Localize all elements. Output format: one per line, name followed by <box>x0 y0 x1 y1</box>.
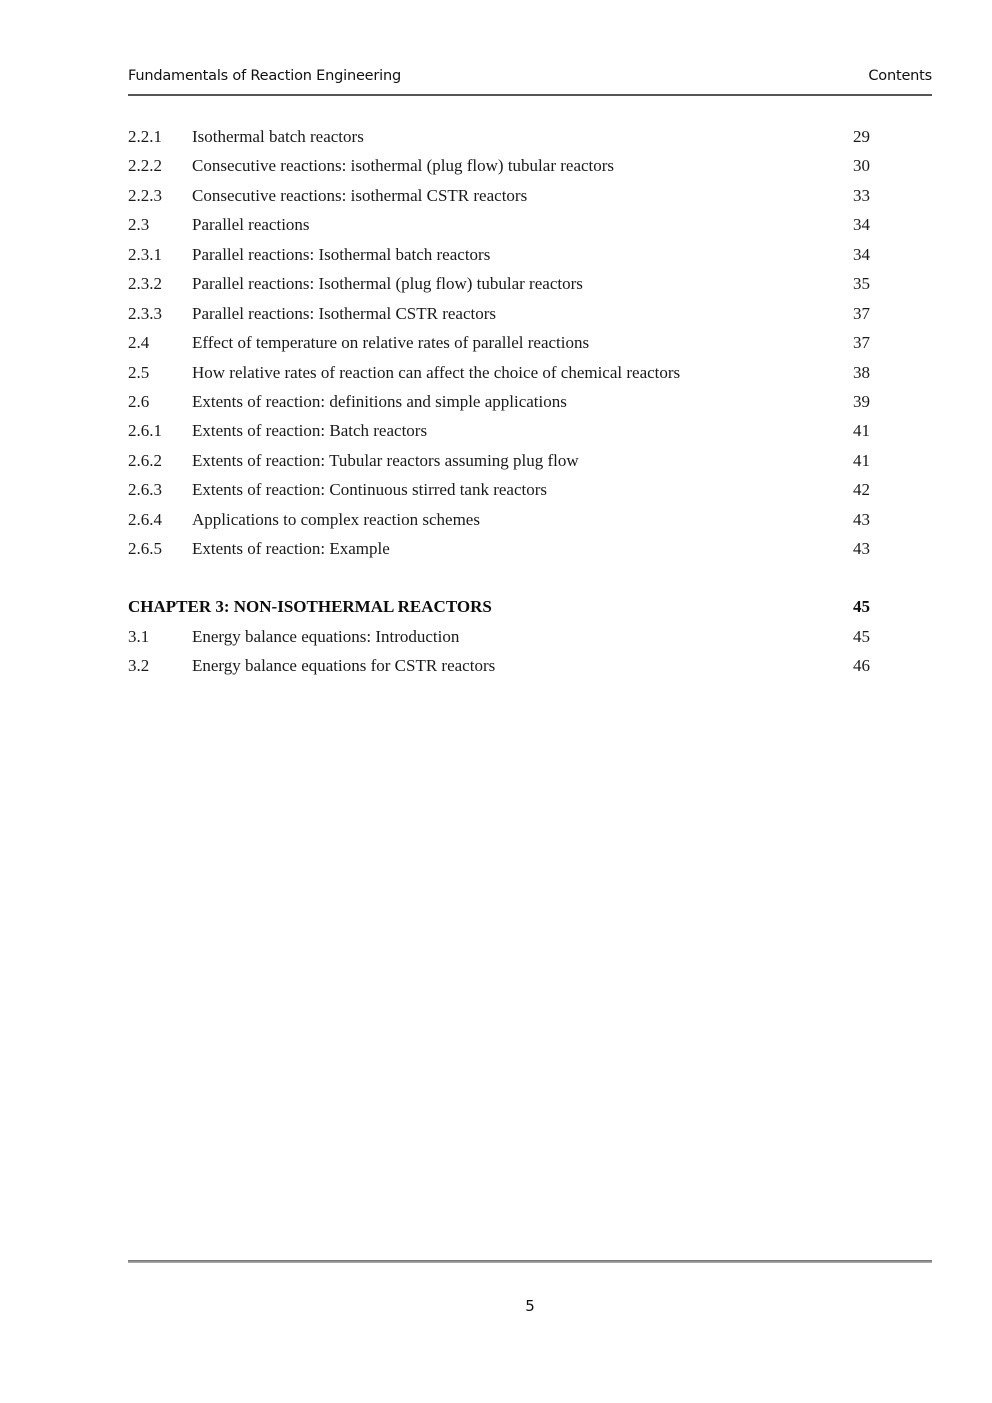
toc-row <box>128 387 870 416</box>
toc-entry-title: Isothermal batch reactors <box>192 127 364 146</box>
toc-entry-title: Parallel reactions: Isothermal batch reactors <box>192 244 491 264</box>
toc-entry-title: Extents of reaction: Batch reactors <box>192 421 428 441</box>
toc-row <box>128 240 870 269</box>
toc-entry-page: 33 <box>853 185 870 205</box>
toc-entry-number: 2.3.1 <box>128 244 162 264</box>
toc-entry-page: 37 <box>853 303 870 323</box>
toc-entry-page: 41 <box>853 450 870 470</box>
toc-entry-page: 29 <box>853 127 870 146</box>
toc-row <box>128 210 870 239</box>
section-gap <box>128 564 870 593</box>
toc-entry-number: 2.4 <box>128 333 150 353</box>
toc-entry-title: Consecutive reactions: isothermal CSTR reactors <box>192 185 528 205</box>
toc-entry-number: 2.2.3 <box>128 185 162 205</box>
header-divider <box>128 94 932 96</box>
toc-entry-page: 45 <box>853 626 870 646</box>
footer-divider <box>128 1260 932 1263</box>
toc-entry-number: 2.6 <box>128 391 150 411</box>
toc-entry-page: 37 <box>853 333 870 353</box>
toc-row <box>128 358 870 387</box>
toc-entry-page: 42 <box>853 480 870 500</box>
toc-entry-title: Parallel reactions: Isothermal (plug flow) tubular reactors <box>192 274 583 294</box>
toc-entry-number: 2.3 <box>128 215 150 235</box>
page-header <box>128 67 932 85</box>
toc-entry-number: 2.6.2 <box>128 450 162 470</box>
toc-row <box>128 622 870 651</box>
toc-entry-number: 2.2.1 <box>128 127 162 146</box>
toc-entry-title: CHAPTER 3: NON-ISOTHERMAL REACTORS <box>128 597 492 617</box>
toc-entry-title: How relative rates of reaction can affect the choice of chemical reactors <box>192 362 681 382</box>
toc-row <box>128 505 870 534</box>
header-book-title: Fundamentals of Reaction Engineering <box>128 68 401 84</box>
toc-row <box>128 416 870 445</box>
toc-entry-number: 2.6.1 <box>128 421 162 441</box>
toc-row <box>128 181 870 210</box>
toc-entry-title: Energy balance equations for CSTR reactors <box>192 656 496 676</box>
toc-entry-number: 2.2.2 <box>128 156 162 176</box>
toc-entry-page: 46 <box>853 656 870 676</box>
toc-entry-page: 39 <box>853 391 870 411</box>
toc-row <box>128 446 870 475</box>
toc-entry-page: 34 <box>853 215 870 235</box>
toc-row <box>128 269 870 298</box>
toc-entry-number: 2.5 <box>128 362 150 382</box>
toc-row <box>128 299 870 328</box>
toc-row <box>128 122 870 151</box>
toc-entry-number: 3.1 <box>128 626 150 646</box>
toc-entry-title: Extents of reaction: Example <box>192 539 390 559</box>
toc-entry-title: Extents of reaction: Continuous stirred tank reactors <box>192 480 548 500</box>
page-number: 5 <box>525 1297 535 1315</box>
toc-entry-title: Effect of temperature on relative rates of parallel reactions <box>192 333 590 353</box>
toc-entry-page: 38 <box>853 362 870 382</box>
toc-entry-page: 43 <box>853 539 870 559</box>
toc-row <box>128 328 870 357</box>
toc-entry-title: Energy balance equations: Introduction <box>192 626 460 646</box>
toc-entry-page: 45 <box>853 597 870 617</box>
toc-row <box>128 475 870 504</box>
toc-row <box>128 651 870 680</box>
toc-entry-title: Extents of reaction: Tubular reactors assuming plug flow <box>192 450 579 470</box>
toc-entry-number: 2.6.4 <box>128 509 162 529</box>
toc-row <box>128 592 870 621</box>
toc-list <box>128 122 870 680</box>
toc-entry-number: 2.3.2 <box>128 274 162 294</box>
toc-entry-title: Applications to complex reaction schemes <box>192 509 480 529</box>
toc-entry-page: 30 <box>853 156 870 176</box>
toc-row <box>128 534 870 563</box>
toc-entry-page: 35 <box>853 274 870 294</box>
toc-entry-title: Extents of reaction: definitions and simple applications <box>192 391 567 411</box>
toc-entry-number: 2.6.5 <box>128 539 162 559</box>
toc-entry-number: 2.3.3 <box>128 303 162 323</box>
toc-entry-title: Parallel reactions <box>192 215 310 235</box>
toc-entry-title: Parallel reactions: Isothermal CSTR reactors <box>192 303 497 323</box>
toc-row <box>128 151 870 180</box>
toc-entry-page: 41 <box>853 421 870 441</box>
toc-entry-page: 43 <box>853 509 870 529</box>
toc-entry-title: Consecutive reactions: isothermal (plug flow) tubular reactors <box>192 156 615 176</box>
toc-entry-page: 34 <box>853 244 870 264</box>
toc-entry-number: 3.2 <box>128 656 150 676</box>
toc-entry-number: 2.6.3 <box>128 480 162 500</box>
header-section-label: Contents <box>868 68 932 84</box>
